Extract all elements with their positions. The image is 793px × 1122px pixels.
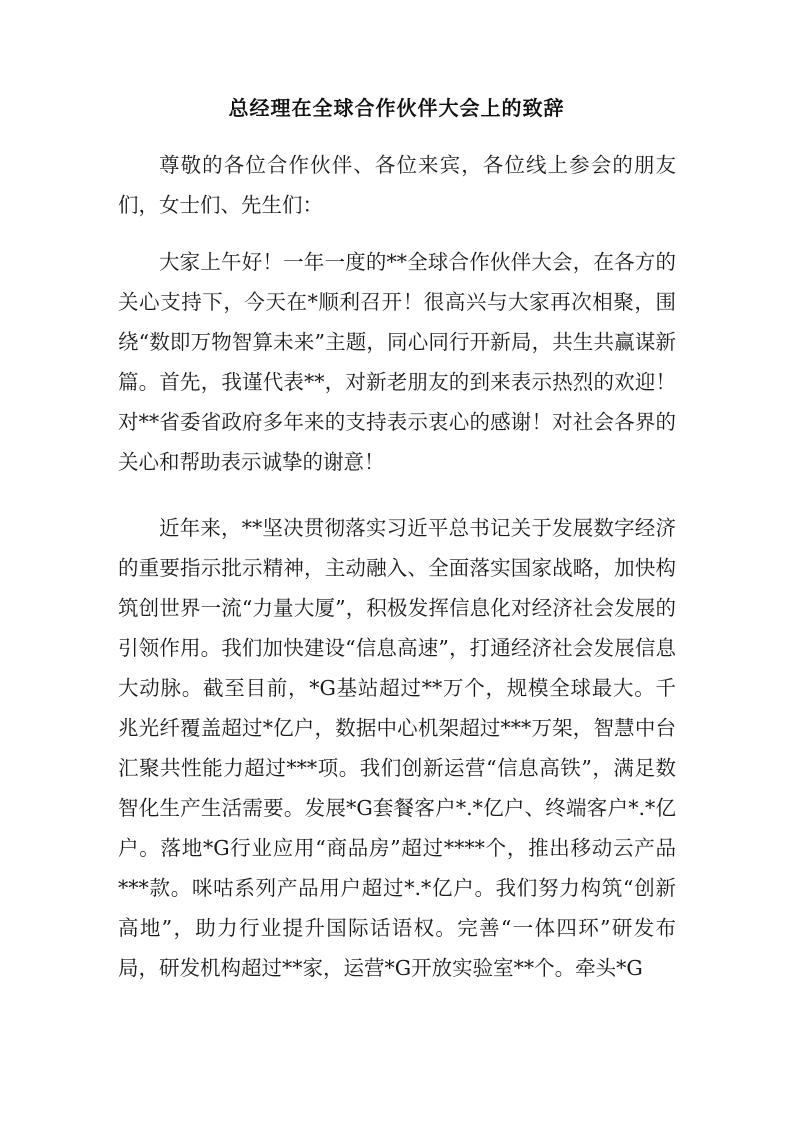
paragraph-achievements: 近年来，**坚决贯彻落实习近平总书记关于发展数字经济的重要指示批示精神，主动融入、全面落实国家战略，加快构筑创世界一流“力量大厦”，积极发挥信息化对经济社会发展的引领作用。我们加快建设“信息高速”，打通经济社会发展信息大动脉。截至目前，*G基站超过**万个，规模全球最大。千兆光纤覆盖超过*亿户，数据中心机架超过***万架，智慧中台汇聚共性能力超过***项。我们创新运营“信息高铁”，满足数智化生产生活需要。发展*G套餐客户*.*亿户、终端客户*.*亿户。落地*G行业应用“商品房”超过****个，推出移动云产品***款。咪咕系列产品用户超过*.*亿户。我们努力构筑“创新高地”，助力行业提升国际话语权。完善“一体四环”研发布局，研发机构超过**家，运营*G开放实验室**个。牵头*G — [118, 516, 676, 980]
page-title: 总经理在全球合作伙伴大会上的致辞 — [228, 96, 565, 120]
paragraph-salutation: 尊敬的各位合作伙伴、各位来宾，各位线上参会的朋友们，女士们、先生们： — [118, 153, 676, 217]
paragraph-greeting: 大家上午好！一年一度的**全球合作伙伴大会，在各方的关心支持下，今天在*顺利召开！很高兴与大家再次相聚，围绕“数即万物智算未来”主题，同心同行开新局，共生共赢谋新篇。首先，我谨代表**，对新老朋友的到来表示热烈的欢迎！对**省委省政府多年来的支持表示衷心的感谢！对社会各界的关心和帮助表示诚挚的谢意！ — [118, 250, 676, 474]
